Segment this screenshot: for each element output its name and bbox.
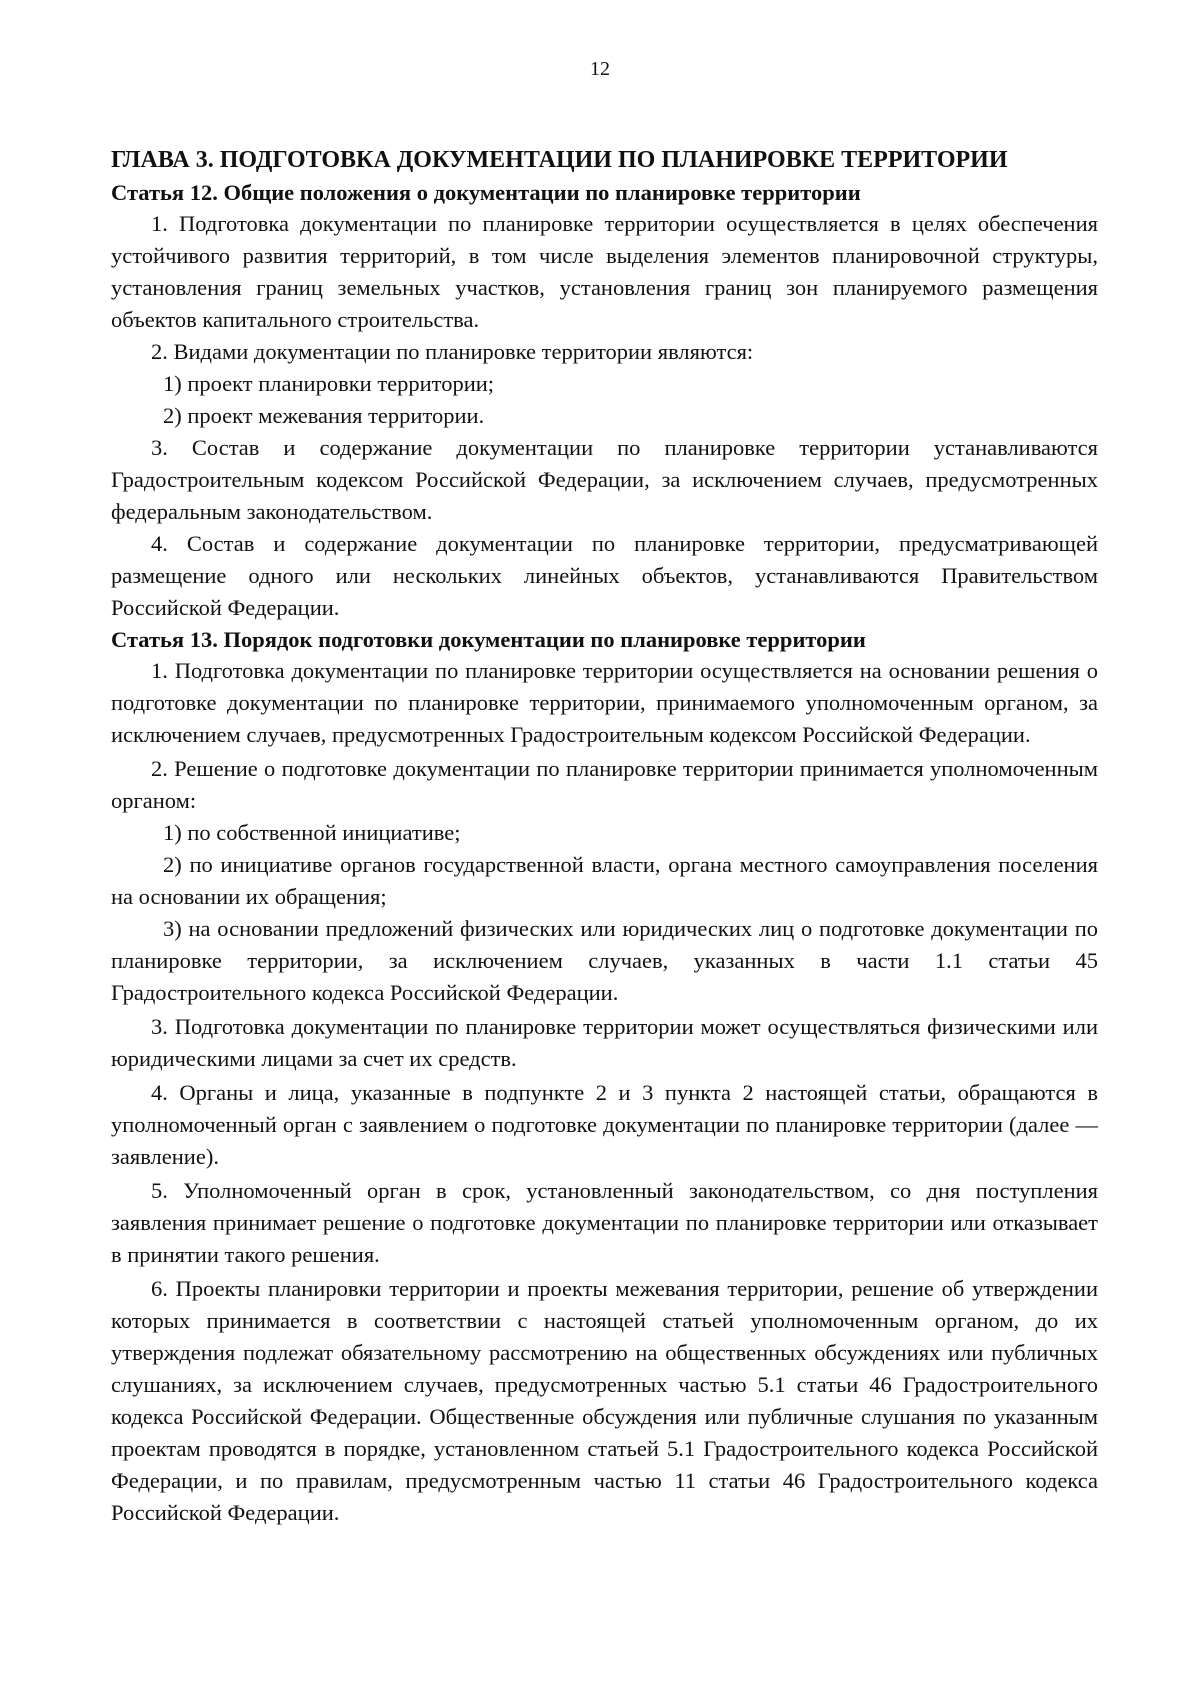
chapter-title: ГЛАВА 3. ПОДГОТОВКА ДОКУМЕНТАЦИИ ПО ПЛАНИРОВКЕ ТЕРРИТОРИИ <box>111 147 1008 173</box>
article-13-paragraph-2: 2. Решение о подготовке документации по планировке территории принимается уполномоченным органом: <box>111 756 1098 813</box>
article-13-paragraph-6: 6. Проекты планировки территории и проекты межевания территории, решение об утверждении которых принимается в соответствии с настоящей статьей уполномоченным органом, до их утверждения подлежат обязательному рассмотрению на общественных обсуждениях или публичных слушаниях, за исключением случаев, предусмотренных частью 5.1 статьи 46 Градостроительного кодекса Российской Федерации. Общественные обсуждения или публичные слушания по указанным проектам проводятся в порядке, установленном статьей 5.1 Градостроительного кодекса Российской Федерации, и по правилам, предусмотренным частью 11 статьи 46 Градостроительного кодекса Российской Федерации. <box>111 1276 1098 1525</box>
article-13-paragraph-5: 5. Уполномоченный орган в срок, установленный законодательством, со дня поступления заявления принимает решение о подготовке документации по планировке территории или отказывает в принятии такого решения. <box>111 1178 1098 1267</box>
article-12-subitem-2: 2) проект межевания территории. <box>163 403 485 428</box>
page-number: 12 <box>590 58 610 80</box>
article-12-paragraph-2: 2. Видами документации по планировке территории являются: <box>151 339 754 364</box>
article-13-subitem-3: 3) на основании предложений физических или юридических лиц о подготовке документации по планировке территории, за исключением случаев, указанных в части 1.1 статьи 45 Градостроительного кодекса Российской Федерации. <box>111 916 1098 1005</box>
article-12-paragraph-4: 4. Состав и содержание документации по планировке территории, предусматривающей размещение одного или нескольких линейных объектов, устанавливаются Правительством Российской Федерации. <box>111 531 1098 620</box>
article-13-paragraph-3: 3. Подготовка документации по планировке территории может осуществляться физическими или юридическими лицами за счет их средств. <box>111 1014 1098 1071</box>
article-13-title: Статья 13. Порядок подготовки документации по планировке территории <box>111 627 866 652</box>
article-13-paragraph-4: 4. Органы и лица, указанные в подпункте 2 и 3 пункта 2 настоящей статьи, обращаются в уполномоченный орган с заявлением о подготовке документации по планировке территории (далее — заявление). <box>111 1080 1098 1169</box>
article-13-paragraph-1: 1. Подготовка документации по планировке территории осуществляется на основании решения о подготовке документации по планировке территории, принимаемого уполномоченным органом, за исключением случаев, предусмотренных Градостроительным кодексом Российской Федерации. <box>111 658 1098 747</box>
article-12-paragraph-1: 1. Подготовка документации по планировке территории осуществляется в целях обеспечения устойчивого развития территорий, в том числе выделения элементов планировочной структуры, установления границ земельных участков, установления границ зон планируемого размещения объектов капитального строительства. <box>111 211 1098 332</box>
document-body <box>111 143 1098 1529</box>
article-12-paragraph-3: 3. Состав и содержание документации по планировке территории устанавливаются Градостроительным кодексом Российской Федерации, за исключением случаев, предусмотренных федеральным законодательством. <box>111 435 1098 524</box>
article-12-subitem-1: 1) проект планировки территории; <box>163 371 495 396</box>
article-13-subitem-1: 1) по собственной инициативе; <box>163 820 461 845</box>
article-12-title: Статья 12. Общие положения о документации по планировке территории <box>111 180 861 205</box>
article-13-subitem-2: 2) по инициативе органов государственной власти, органа местного самоуправления поселения на основании их обращения; <box>111 852 1098 909</box>
